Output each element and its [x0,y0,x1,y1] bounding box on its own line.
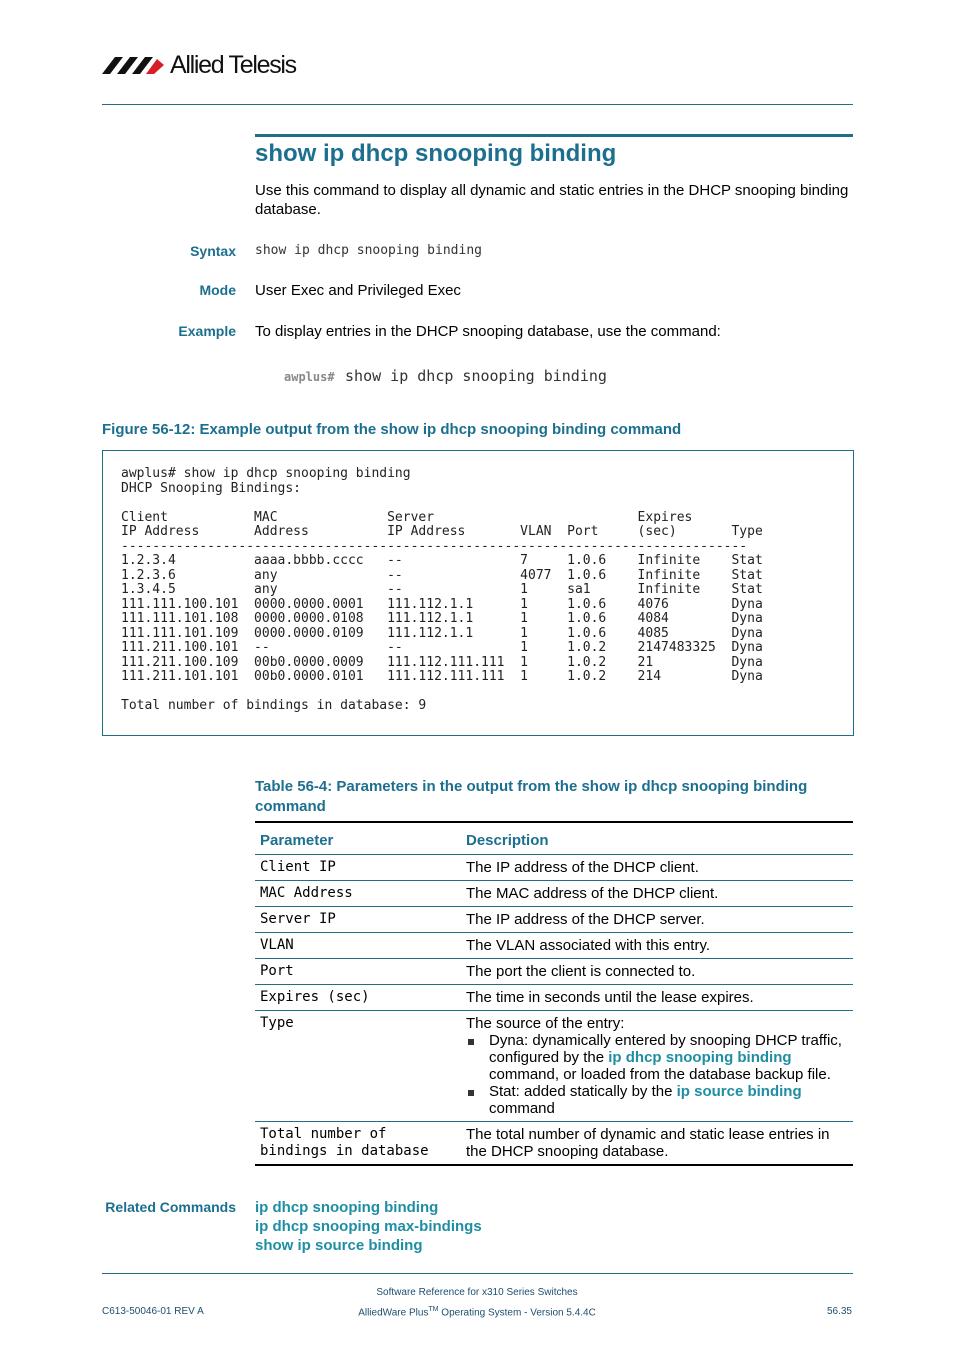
example-command-line [284,367,607,386]
type-bullet-dyna [466,1032,848,1083]
bullet-text: command [489,1100,555,1117]
related-commands-label: Related Commands [105,1199,236,1215]
param-cell: Type [255,1011,461,1122]
parameters-table [255,821,853,1166]
related-link-show-ip-source-binding[interactable]: show ip source binding [255,1237,423,1254]
mode-label: Mode [199,282,236,298]
logo-text: Allied Telesis [170,50,296,79]
desc-cell: The IP address of the DHCP client. [461,855,853,881]
table-row-type [255,1011,853,1122]
footer-divider [102,1273,853,1274]
related-commands-list [255,1198,482,1255]
link-ip-dhcp-snooping-binding[interactable]: ip dhcp snooping binding [608,1049,792,1066]
table-row [255,933,853,959]
param-cell: Client IP [255,855,461,881]
desc-cell: The IP address of the DHCP server. [461,907,853,933]
param-cell: Port [255,959,461,985]
desc-cell: The VLAN associated with this entry. [461,933,853,959]
footer-product: AlliedWare Plus [358,1307,429,1319]
example-prompt: awplus# [284,370,335,384]
type-bullet-stat [466,1083,848,1117]
allied-telesis-logo-icon [102,55,164,75]
command-description: Use this command to display all dynamic and static entries in the DHCP snooping binding database. [255,182,849,218]
table-row [255,855,853,881]
example-text: To display entries in the DHCP snooping database, use the command: [255,323,721,340]
bullet-text: command, or loaded from the database backup file. [489,1066,831,1083]
param-cell: Total number of bindings in database [260,1126,429,1159]
param-cell: Expires (sec) [255,985,461,1011]
type-bullet-list [466,1032,848,1117]
table-header-row [255,822,853,855]
bullet-text: Dyna: dynamically entered by snooping DHCP traffic, configured by the [489,1032,842,1066]
param-cell: Server IP [255,907,461,933]
param-cell: VLAN [255,933,461,959]
footer-doc-id: C613-50046-01 REV A [102,1306,204,1317]
footer-version: Operating System - Version 5.4.4C [438,1307,596,1319]
desc-cell [461,1011,853,1122]
company-logo [102,50,296,80]
table-row-total [255,1122,853,1166]
header-divider [102,104,853,105]
table-row [255,985,853,1011]
page-number: 56.35 [826,1306,852,1317]
cli-output: awplus# show ip dhcp snooping binding DHCP Snooping Bindings: Client MAC Server Expires IP Address Address IP Address VLAN Port (sec) Type -------------------------------------------------------------------------------- 1.2.3.4 aaaa.bbbb.cccc -- 7 1.0.6 Infinite Stat 1.2.3.6 any -- 4077 1.0.6 Infinite Stat 1.3.4.5 any -- 1 sa1 Infinite Stat 111.111.100.101 0000.0000.0001 111.112.1.1 1 1.0.6 4076 Dyna 111.111.101.108 0000.0000.0108 111.112.1.1 1 1.0.6 4084 Dyna 111.111.101.109 0000.0000.0109 111.112.1.1 1 1.0.6 4085 Dyna 111.211.100.101 -- -- 1 1.0.2 2147483325 Dyna 111.211.100.109 00b0.0000.0009 111.112.111.111 1 1.0.2 21 Dyna 111.211.101.101 00b0.0000.0101 111.112.111.111 1 1.0.2 214 Dyna Total number of bindings in database: 9 [121,466,763,713]
desc-cell: The MAC address of the DHCP client. [461,881,853,907]
bullet-text: Stat: added statically by the [489,1083,677,1100]
related-link-ip-dhcp-snooping-max-bindings[interactable]: ip dhcp snooping max-bindings [255,1218,482,1235]
header-description: Description [461,822,853,855]
related-link-ip-dhcp-snooping-binding[interactable]: ip dhcp snooping binding [255,1199,439,1216]
figure-caption: Figure 56-12: Example output from the show ip dhcp snooping binding command [102,421,682,438]
desc-cell: The port the client is connected to. [461,959,853,985]
table-row [255,881,853,907]
example-command: show ip dhcp snooping binding [345,367,607,385]
footer-line1: Software Reference for x310 Series Switches [376,1287,578,1298]
trademark: TM [428,1306,439,1313]
example-label: Example [178,323,236,339]
param-cell: MAC Address [255,881,461,907]
syntax-code: show ip dhcp snooping binding [255,243,482,258]
table-row [255,907,853,933]
mode-value: User Exec and Privileged Exec [255,282,461,299]
title-rule [255,134,853,137]
page-title: show ip dhcp snooping binding [255,140,617,167]
table-caption: Table 56-4: Parameters in the output from the show ip dhcp snooping binding command [255,778,808,815]
header-parameter: Parameter [255,822,461,855]
desc-cell: The time in seconds until the lease expires. [461,985,853,1011]
desc-cell: The total number of dynamic and static lease entries in the DHCP snooping database. [466,1126,830,1160]
syntax-label: Syntax [190,243,236,259]
link-ip-source-binding[interactable]: ip source binding [676,1083,802,1100]
table-row [255,959,853,985]
type-intro: The source of the entry: [466,1015,625,1032]
